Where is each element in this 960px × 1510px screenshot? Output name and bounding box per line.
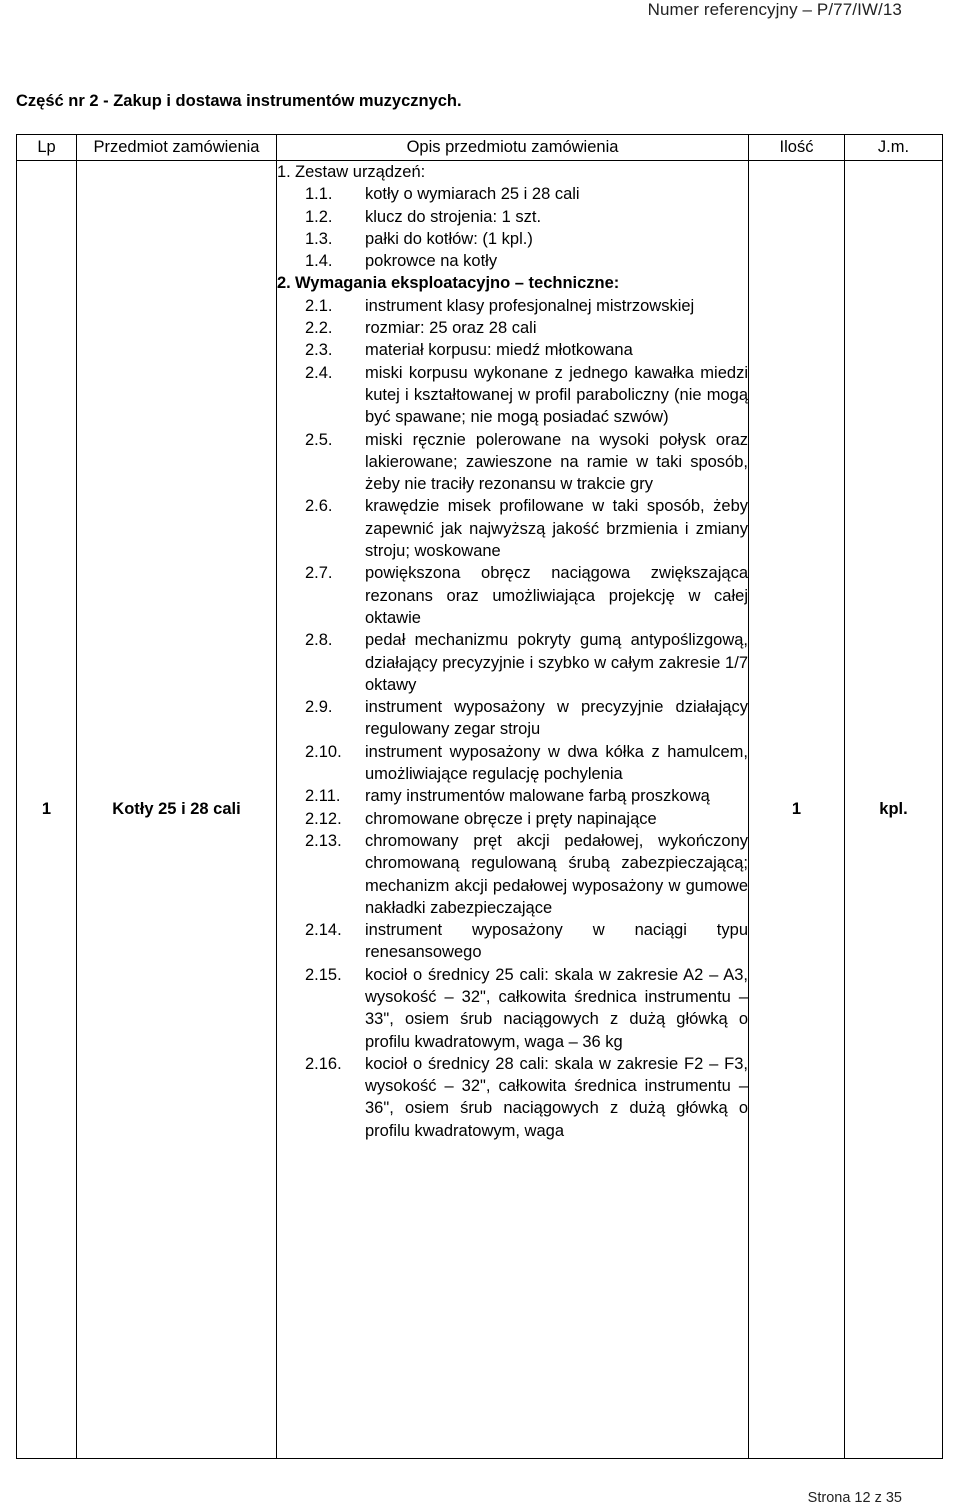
description-item	[277, 808, 748, 830]
description-item-text: klucz do strojenia: 1 szt.	[365, 207, 542, 226]
description-item-text: instrument wyposażony w naciągi typu renesansowego	[365, 921, 748, 962]
table-header-row	[17, 135, 943, 161]
description-item-text: miski korpusu wykonane z jednego kawałka miedzi kutej i kształtowanej w profil paraboliczny (nie mogą być spawane; nie mogą posiadać szwów)	[365, 363, 748, 427]
page-number: Strona 12 z 35	[807, 1490, 902, 1506]
description-item-text: miski ręcznie polerowane na wysoki połysk oraz lakierowane; zawieszone na ramie w taki sposób, żeby nie traciły rezonansu w trakcie gry	[365, 430, 748, 494]
description-item-number: 2.4.	[305, 363, 333, 382]
description-item	[277, 1053, 748, 1142]
description-item	[277, 250, 748, 272]
description-item-number: 2.3.	[305, 341, 333, 360]
description-item	[277, 362, 748, 429]
order-table	[16, 134, 943, 1459]
column-header-quantity: Ilość	[749, 135, 845, 161]
description-item-text: pokrowce na kotły	[365, 252, 498, 271]
description-item-text: Zestaw urządzeń:	[295, 163, 426, 181]
description-item-text: instrument wyposażony w dwa kółka z hamulcem, umożliwiające regulację pochylenia	[365, 742, 748, 784]
table-row	[17, 161, 943, 1459]
description-item-text: rozmiar: 25 oraz 28 cali	[365, 319, 537, 338]
description-item	[277, 183, 748, 205]
cell-lp: 1	[17, 161, 77, 1459]
description-item-number: 1.4.	[305, 252, 333, 271]
description-item	[277, 562, 748, 629]
description-item	[277, 161, 748, 183]
description-item	[277, 629, 748, 696]
description-item-number: 1.1.	[305, 185, 333, 204]
description-item-text: instrument klasy profesjonalnej mistrzowskiej	[365, 296, 695, 315]
description-item-number: 2.16.	[305, 1054, 342, 1073]
description-item-number: 2.1.	[305, 296, 333, 315]
description-item-number: 2.11.	[305, 787, 341, 806]
description-item	[277, 741, 748, 786]
description-item	[277, 495, 748, 562]
description-item-number: 2.15.	[305, 965, 342, 984]
description-item-number: 2.13.	[305, 831, 342, 850]
description-item	[277, 228, 748, 250]
description-item-text: ramy instrumentów malowane farbą proszkową	[365, 787, 710, 806]
description-item-number: 2.	[277, 274, 291, 293]
description-item-text: kocioł o średnicy 25 cali: skala w zakresie A2 – A3, wysokość – 32", całkowita średnica instrumentu – 33", osiem śrub naciągowych z dużą główką o profilu kwadratowym, waga – 36 kg	[365, 965, 748, 1051]
cell-description	[277, 161, 749, 1459]
description-item-number: 2.6.	[305, 497, 333, 516]
description-item-number: 2.14.	[305, 921, 342, 940]
description-item-text: pałki do kotłów: (1 kpl.)	[365, 229, 533, 248]
description-item-number: 2.9.	[305, 698, 333, 717]
description-item	[277, 295, 748, 317]
description-item-number: 2.5.	[305, 430, 333, 449]
description-item-text: kocioł o średnicy 28 cali: skala w zakresie F2 – F3, wysokość – 32", całkowita średnica instrumentu – 36", osiem śrub naciągowych z dużą główką o profilu kwadratowym, waga	[365, 1054, 748, 1140]
column-header-unit: J.m.	[845, 135, 943, 161]
description-item-text: pedał mechanizmu pokryty gumą antypoślizgową, działający precyzyjnie i szybko w całym zakresie 1/7 oktawy	[365, 631, 748, 694]
cell-unit: kpl.	[845, 161, 943, 1459]
description-item	[277, 206, 748, 228]
description-item	[277, 830, 748, 919]
column-header-lp: Lp	[17, 135, 77, 161]
description-item-text: krawędzie misek profilowane w taki sposób, żeby zapewnić jak najwyższą jakość brzmienia i zmiany stroju; woskowane	[365, 497, 748, 561]
description-item	[277, 785, 748, 807]
description-item-number: 1.	[277, 163, 291, 181]
description-list	[277, 161, 748, 1142]
description-item	[277, 696, 748, 741]
description-item	[277, 272, 748, 294]
cell-quantity: 1	[749, 161, 845, 1459]
cell-item-name: Kotły 25 i 28 cali	[77, 161, 277, 1459]
description-item-number: 2.2.	[305, 319, 333, 338]
description-item-text: Wymagania eksploatacyjno – techniczne:	[295, 274, 620, 293]
description-item	[277, 317, 748, 339]
column-header-description: Opis przedmiotu zamówienia	[277, 135, 749, 161]
part-title: Część nr 2 - Zakup i dostawa instrumentów muzycznych.	[16, 92, 462, 110]
description-item	[277, 919, 748, 964]
reference-number: Numer referencyjny – P/77/IW/13	[647, 0, 902, 19]
description-item	[277, 964, 748, 1053]
description-item-text: instrument wyposażony w precyzyjnie działający regulowany zegar stroju	[365, 698, 748, 739]
description-item	[277, 339, 748, 361]
description-item-text: materiał korpusu: miedź młotkowana	[365, 341, 633, 360]
description-item-number: 2.8.	[305, 631, 333, 650]
description-item-number: 2.7.	[305, 564, 333, 583]
description-item-number: 2.12.	[305, 809, 342, 828]
description-item-number: 1.2.	[305, 207, 333, 226]
description-item-text: powiększona obręcz naciągowa zwiększająca rezonans oraz umożliwiająca projekcję w całej oktawie	[365, 564, 748, 627]
description-item-number: 2.10.	[305, 742, 342, 761]
description-item-text: kotły o wymiarach 25 i 28 cali	[365, 185, 580, 204]
column-header-item: Przedmiot zamówienia	[77, 135, 277, 161]
description-item-number: 1.3.	[305, 229, 333, 248]
description-item	[277, 429, 748, 496]
description-item-text: chromowane obręcze i pręty napinające	[365, 809, 657, 828]
description-item-text: chromowany pręt akcji pedałowej, wykończony chromowaną regulowaną śrubą zabezpieczającą; mechanizm akcji pedałowej wyposażony w gumowe nakładki zabezpieczające	[365, 831, 748, 917]
